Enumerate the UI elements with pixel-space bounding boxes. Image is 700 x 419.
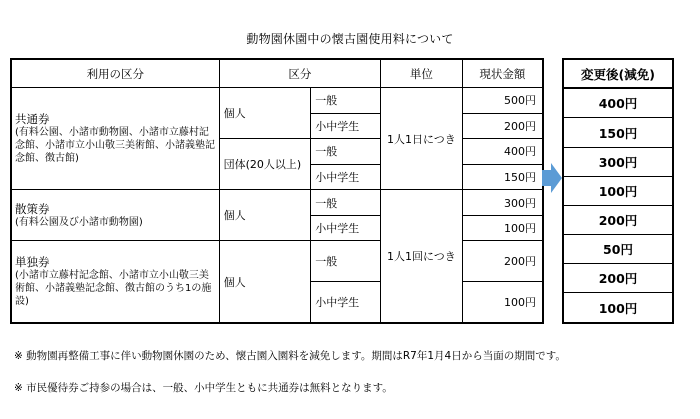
type-cell: 小中学生 — [311, 215, 381, 241]
price-cell: 100円 — [462, 281, 543, 323]
reduced-price-cell: 200円 — [563, 264, 673, 293]
header-unit: 単位 — [381, 59, 463, 88]
category-name: 共通券 — [15, 112, 50, 127]
header-changed: 変更後(減免) — [563, 59, 673, 88]
type-cell: 小中学生 — [311, 164, 381, 190]
table-row — [11, 241, 543, 281]
table-row — [11, 190, 543, 216]
reduced-price-cell: 300円 — [563, 147, 673, 176]
price-cell: 200円 — [462, 113, 543, 139]
page-title: 動物園休園中の懐古園使用料について — [246, 32, 454, 46]
division-group: 団体(20人以上) — [219, 139, 311, 190]
unit-cell: 1人1日につき — [381, 88, 463, 190]
fee-table — [10, 58, 544, 324]
division-individual: 個人 — [219, 241, 311, 323]
price-cell: 200円 — [462, 241, 543, 281]
reduced-fee-table — [562, 58, 674, 324]
reduced-price-cell: 50円 — [563, 235, 673, 264]
category-note: (有料公園、小諸市動物園、小諸市立藤村記念館、小諸市立小山敬三美術館、小諸義塾記念館、徴古館) — [15, 127, 215, 165]
header-category: 利用の区分 — [11, 59, 219, 88]
reduced-price-cell: 100円 — [563, 176, 673, 205]
price-cell: 150円 — [462, 164, 543, 190]
header-division: 区分 — [219, 59, 380, 88]
category-common — [11, 88, 219, 190]
category-name: 散策券 — [15, 201, 50, 216]
type-cell: 小中学生 — [311, 113, 381, 139]
category-single — [11, 241, 219, 323]
category-note: (小諸市立藤村記念館、小諸市立小山敬三美術館、小諸義塾記念館、徴古館のうち1の施設) — [15, 270, 212, 308]
table-row — [11, 88, 543, 114]
reduced-price-cell: 100円 — [563, 293, 673, 323]
reduced-price-cell: 400円 — [563, 88, 673, 118]
category-stroll — [11, 190, 219, 241]
price-cell: 300円 — [462, 190, 543, 216]
reduced-price-cell: 150円 — [563, 118, 673, 147]
type-cell: 小中学生 — [311, 281, 381, 323]
category-name: 単独券 — [15, 255, 50, 270]
type-cell: 一般 — [311, 190, 381, 216]
division-individual: 個人 — [219, 88, 311, 139]
type-cell: 一般 — [311, 139, 381, 165]
category-note: (有料公園及び小諸市動物園) — [15, 216, 143, 228]
header-current: 現状金額 — [462, 59, 543, 88]
reduced-price-cell: 200円 — [563, 205, 673, 234]
note-citizen-ticket: ※ 市民優待券ご持参の場合は、一般、小中学生ともに共通券は無料となります。 — [14, 382, 393, 394]
type-cell: 一般 — [311, 241, 381, 281]
price-cell: 500円 — [462, 88, 543, 114]
table-header-row — [11, 59, 543, 88]
unit-cell: 1人1回につき — [381, 190, 463, 323]
price-cell: 400円 — [462, 139, 543, 165]
type-cell: 一般 — [311, 88, 381, 114]
note-closure: ※ 動物園再整備工事に伴い動物園休園のため、懐古園入園料を減免します。期間はR7年1月4日から当面の期間です。 — [14, 350, 566, 362]
price-cell: 100円 — [462, 215, 543, 241]
right-arrow-icon — [542, 163, 562, 193]
division-individual: 個人 — [219, 190, 311, 241]
